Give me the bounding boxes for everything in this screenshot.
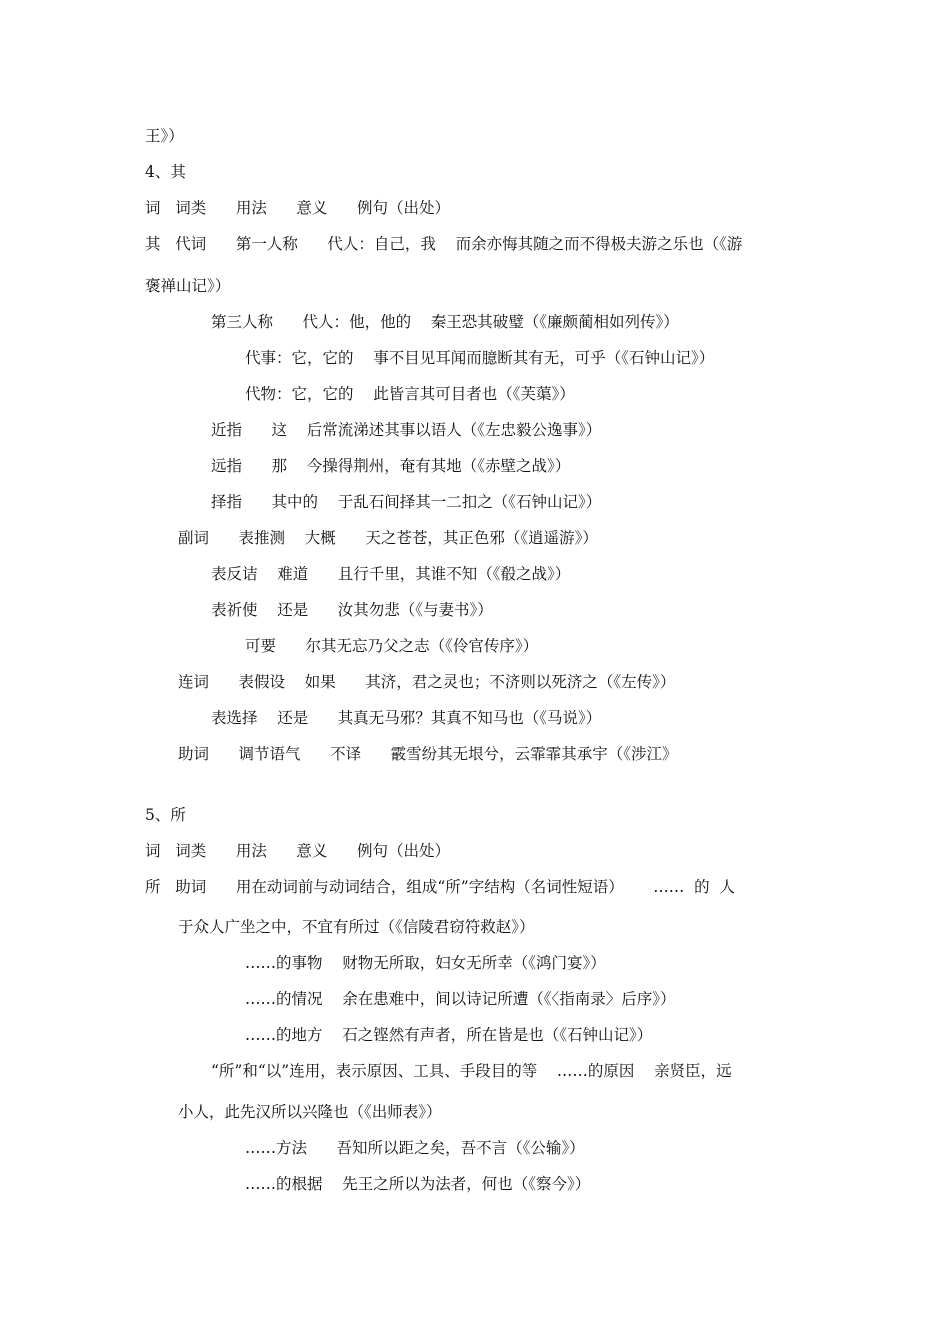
text-line: ……的情况 余在患难中，间以诗记所遭（《〈指南录〉后序》） [245,990,676,1008]
text-line: 远指 那 今操得荆州，奄有其地（《赤壁之战》） [211,457,571,475]
text-line: 王》） [145,127,184,145]
text-line: 褒禅山记》） [145,277,231,295]
text-line: 副词 表推测 大概 天之苍苍，其正色邪（《逍遥游》） [178,529,598,547]
text-line: “所”和“以”连用，表示原因、工具、手段目的等 ……的原因 亲贤臣，远 [211,1062,732,1080]
text-line: 其 代词 第一人称 代人：自己，我 而余亦悔其随之而不得极夫游之乐也（《游 [145,235,743,253]
text-line: ……的地方 石之铿然有声者，所在皆是也（《石钟山记》） [245,1026,653,1044]
section-heading: 5、所 [145,806,186,824]
text-line: 表选择 还是 其真无马邪？其真不知马也（《马说》） [211,709,602,727]
text-line: 于众人广坐之中，不宜有所过（《信陵君窃符救赵》） [178,918,535,936]
text-line: 表反诘 难道 且行千里，其谁不知（《殽之战》） [211,565,571,583]
section-heading: 4、其 [145,163,186,181]
text-line: 择指 其中的 于乱石间择其一二扣之（《石钟山记》） [211,493,602,511]
text-line: 代物：它，它的 此皆言其可目者也（《芙蕖》） [245,385,575,403]
text-line: 可要 尔其无忘乃父之志（《伶官传序》） [245,637,539,655]
text-line: 近指 这 后常流涕述其事以语人（《左忠毅公逸事》） [211,421,602,439]
text-line: 所 助词 用在动词前与动词结合，组成“所”字结构（名词性短语） …… 的 人 [145,878,735,896]
text-line: ……的根据 先王之所以为法者，何也（《察今》） [245,1175,591,1193]
text-line: ……方法 吾知所以距之矣，吾不言（《公输》） [245,1139,585,1157]
text-line: 助词 调节语气 不译 霰雪纷其无垠兮，云霏霏其承宇（《涉江》 [178,745,678,763]
table-header: 词 词类 用法 意义 例句（出处） [145,842,450,860]
table-header: 词 词类 用法 意义 例句（出处） [145,199,450,217]
text-line: 表祈使 还是 汝其勿悲（《与妻书》） [211,601,493,619]
text-line: 代事：它，它的 事不目见耳闻而臆断其有无，可乎（《石钟山记》） [245,349,715,367]
text-line: ……的事物 财物无所取，妇女无所幸（《鸿门宴》） [245,954,606,972]
text-line: 连词 表假设 如果 其济，君之灵也；不济则以死济之（《左传》） [178,673,676,691]
text-line: 第三人称 代人：他，他的 秦王恐其破璧（《廉颇蔺相如列传》） [211,313,679,331]
text-line: 小人，此先汉所以兴隆也（《出师表》） [178,1103,442,1121]
